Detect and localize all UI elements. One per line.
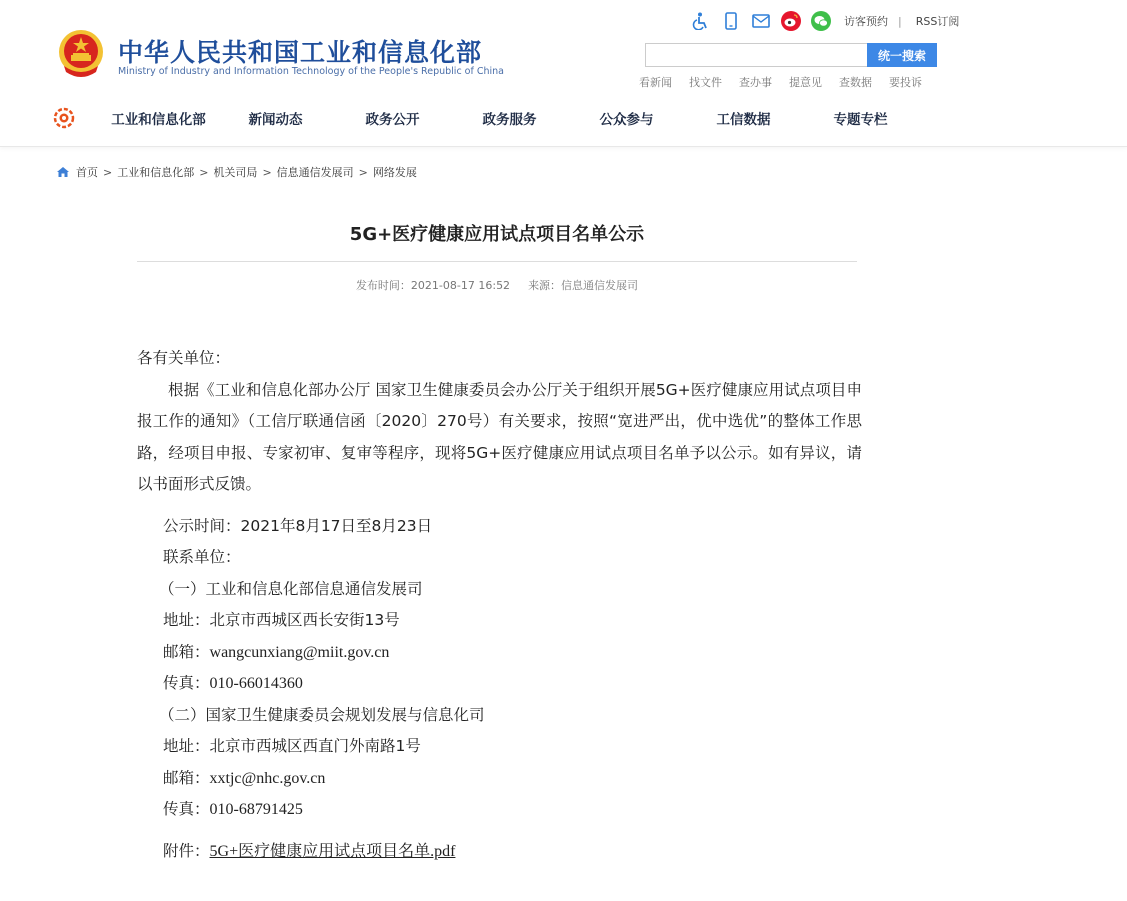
breadcrumb bbox=[56, 164, 417, 180]
quick-link-data[interactable]: 查数据 bbox=[839, 76, 872, 89]
breadcrumb-separator: > bbox=[262, 165, 272, 179]
breadcrumb-ministry[interactable]: 工业和信息化部 bbox=[117, 166, 195, 179]
fax-value: 010-68791425 bbox=[209, 801, 303, 818]
address-value: 北京市西城区西直门外南路1号 bbox=[209, 737, 421, 755]
wechat-icon[interactable] bbox=[810, 10, 832, 32]
attachment-link[interactable]: 5G+医疗健康应用试点项目名单.pdf bbox=[209, 842, 456, 860]
rss-link[interactable]: RSS订阅 bbox=[915, 15, 960, 28]
nav-item-ministry[interactable]: 工业和信息化部 bbox=[111, 112, 206, 128]
notice-time-row bbox=[137, 511, 862, 543]
contact-heading: （二）国家卫生健康委员会规划发展与信息化司 bbox=[159, 705, 485, 724]
weibo-icon[interactable] bbox=[780, 10, 802, 32]
site-subtitle: Ministry of Industry and Information Technology of the People's Republic of China bbox=[118, 66, 504, 77]
attachment-label: 附件： bbox=[163, 841, 210, 860]
contact-heading: （一）工业和信息化部信息通信发展司 bbox=[159, 579, 423, 598]
email-value: xxtjc@nhc.gov.cn bbox=[209, 769, 326, 787]
quick-link-files[interactable]: 找文件 bbox=[689, 76, 722, 89]
email-label: 邮箱： bbox=[163, 642, 210, 661]
address-label: 地址： bbox=[163, 737, 210, 755]
article-paragraph: 根据《工业和信息化部办公厅 国家卫生健康委员会办公厅关于组织开展5G+医疗健康应用试点项目申报工作的通知》（工信厅联通信函〔2020〕270号）有关要求，按照“宽进严出，优中选优”的整体工作思路，经项目申报、专家初审、复审等程序，现将5G+医疗健康应用试点项目名单予以公示。如有异议，请以书面形式反馈。 bbox=[137, 380, 862, 493]
fax-value: 010-66014360 bbox=[209, 675, 303, 692]
top-utility-bar bbox=[690, 10, 959, 32]
miit-logo-icon[interactable] bbox=[53, 107, 75, 129]
title-divider bbox=[137, 261, 857, 262]
quick-links bbox=[639, 74, 939, 90]
mobile-icon[interactable] bbox=[720, 10, 742, 32]
nav-item-news[interactable]: 新闻动态 bbox=[248, 112, 303, 128]
article-title: 5G+医疗健康应用试点项目名单公示 bbox=[349, 224, 645, 245]
contact-address-row bbox=[137, 731, 862, 763]
quick-link-feedback[interactable]: 提意见 bbox=[789, 76, 822, 89]
contact-email-row bbox=[137, 637, 862, 669]
national-emblem-icon[interactable] bbox=[56, 28, 106, 80]
contact-fax-row bbox=[137, 668, 862, 700]
contact-address-row bbox=[137, 605, 862, 637]
nav-item-public-participation[interactable]: 公众参与 bbox=[599, 112, 654, 128]
breadcrumb-home[interactable]: 首页 bbox=[76, 166, 98, 179]
nav-item-data[interactable]: 工信数据 bbox=[716, 112, 771, 128]
article-meta bbox=[137, 277, 857, 293]
email-label: 邮箱： bbox=[163, 768, 210, 787]
breadcrumb-separator: > bbox=[103, 165, 113, 179]
fax-label: 传真： bbox=[163, 800, 210, 818]
breadcrumb-departments[interactable]: 机关司局 bbox=[213, 166, 258, 179]
address-value: 北京市西城区西长安街13号 bbox=[209, 611, 400, 629]
breadcrumb-ict-dept[interactable]: 信息通信发展司 bbox=[276, 166, 354, 179]
accessibility-icon[interactable] bbox=[690, 10, 712, 32]
attachment-row bbox=[137, 836, 862, 868]
search-button[interactable]: 统一搜索 bbox=[867, 43, 937, 67]
breadcrumb-network[interactable]: 网络发展 bbox=[372, 166, 417, 179]
contact-label: 联系单位： bbox=[163, 548, 241, 566]
search-input[interactable] bbox=[645, 43, 867, 67]
breadcrumb-separator: > bbox=[358, 165, 368, 179]
site-title[interactable]: 中华人民共和国工业和信息化部 bbox=[118, 38, 483, 67]
breadcrumb-separator: > bbox=[199, 165, 209, 179]
site-header bbox=[0, 0, 1127, 147]
quick-link-services[interactable]: 查办事 bbox=[739, 76, 772, 89]
mail-icon[interactable] bbox=[750, 10, 772, 32]
notice-time-value: 2021年8月17日至8月23日 bbox=[240, 516, 433, 535]
nav-item-special-topics[interactable]: 专题专栏 bbox=[833, 112, 888, 128]
main-nav bbox=[100, 108, 919, 128]
contact-email-row bbox=[137, 763, 862, 795]
nav-item-gov-services[interactable]: 政务服务 bbox=[482, 112, 537, 128]
nav-item-gov-affairs[interactable]: 政务公开 bbox=[365, 112, 420, 128]
publish-time: 发布时间：2021-08-17 16:52 bbox=[355, 279, 511, 292]
quick-link-complaint[interactable]: 要投诉 bbox=[889, 76, 922, 89]
address-label: 地址： bbox=[163, 611, 210, 629]
contact-fax-row bbox=[137, 794, 862, 826]
visitor-booking-link[interactable]: 访客预约 bbox=[844, 15, 888, 28]
article-source: 来源：信息通信发展司 bbox=[528, 279, 639, 292]
email-value: wangcunxiang@miit.gov.cn bbox=[209, 643, 390, 661]
salutation: 各有关单位： bbox=[137, 349, 231, 367]
home-icon[interactable] bbox=[56, 166, 70, 178]
utility-divider: | bbox=[898, 14, 902, 28]
fax-label: 传真： bbox=[163, 674, 210, 692]
notice-time-label: 公示时间： bbox=[163, 516, 241, 535]
article-body bbox=[137, 343, 862, 867]
quick-link-news[interactable]: 看新闻 bbox=[639, 76, 672, 89]
